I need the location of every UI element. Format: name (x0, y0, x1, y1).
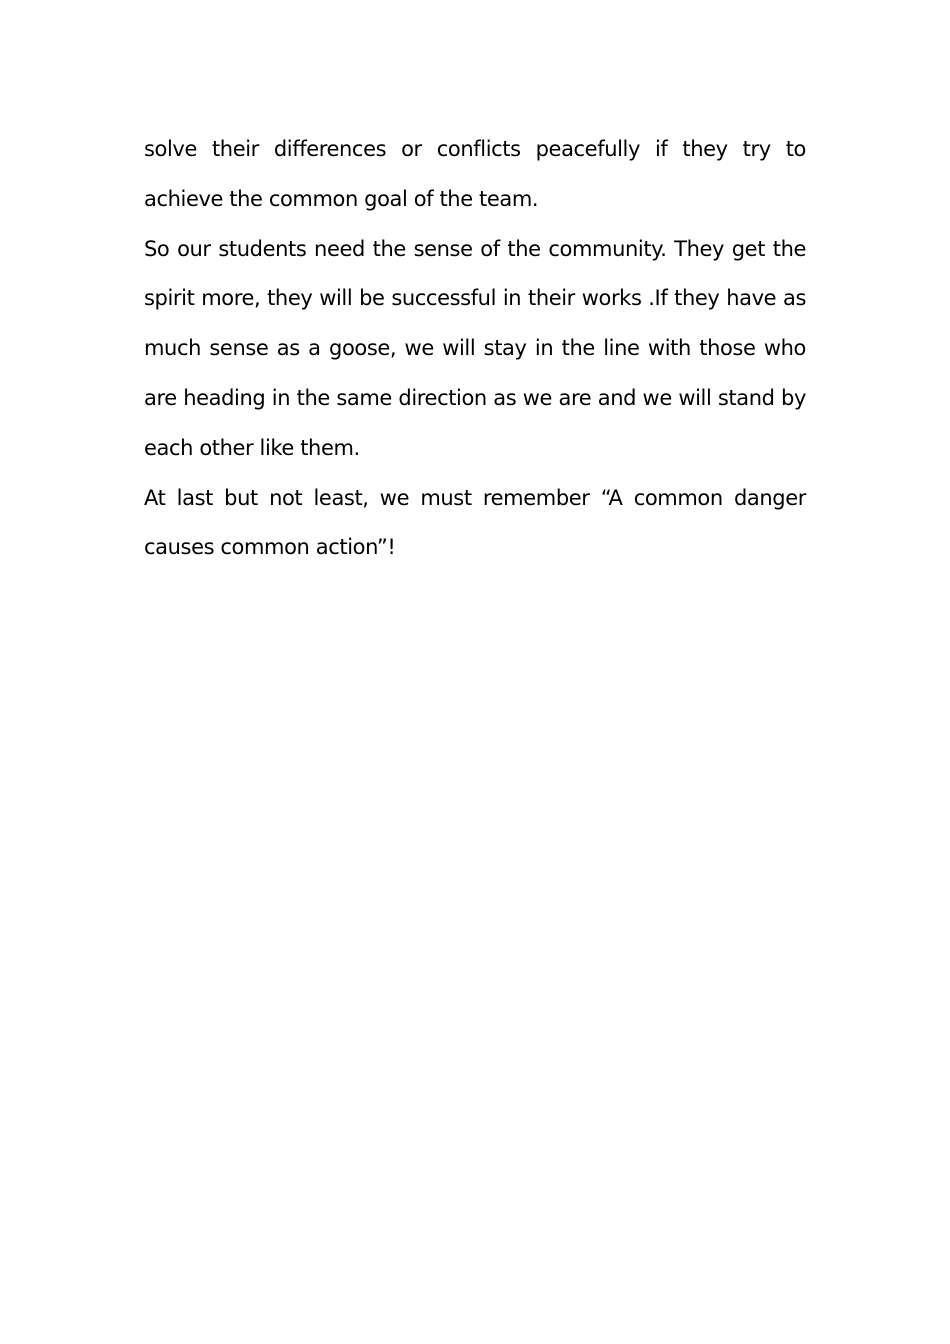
paragraph-3: At last but not least, we must remember “A common danger causes common action”! (144, 485, 806, 560)
paragraph-2: So our students need the sense of the community. They get the spirit more, they will be successful in their works .If they have as much sense as a goose, we will stay in the line with those who are heading in the same direction as we are and we will stand by each other like them. (144, 236, 806, 460)
body-text (144, 125, 806, 573)
paragraph-1: solve their differences or conflicts peacefully if they try to achieve the common goal of the team. (144, 137, 806, 211)
